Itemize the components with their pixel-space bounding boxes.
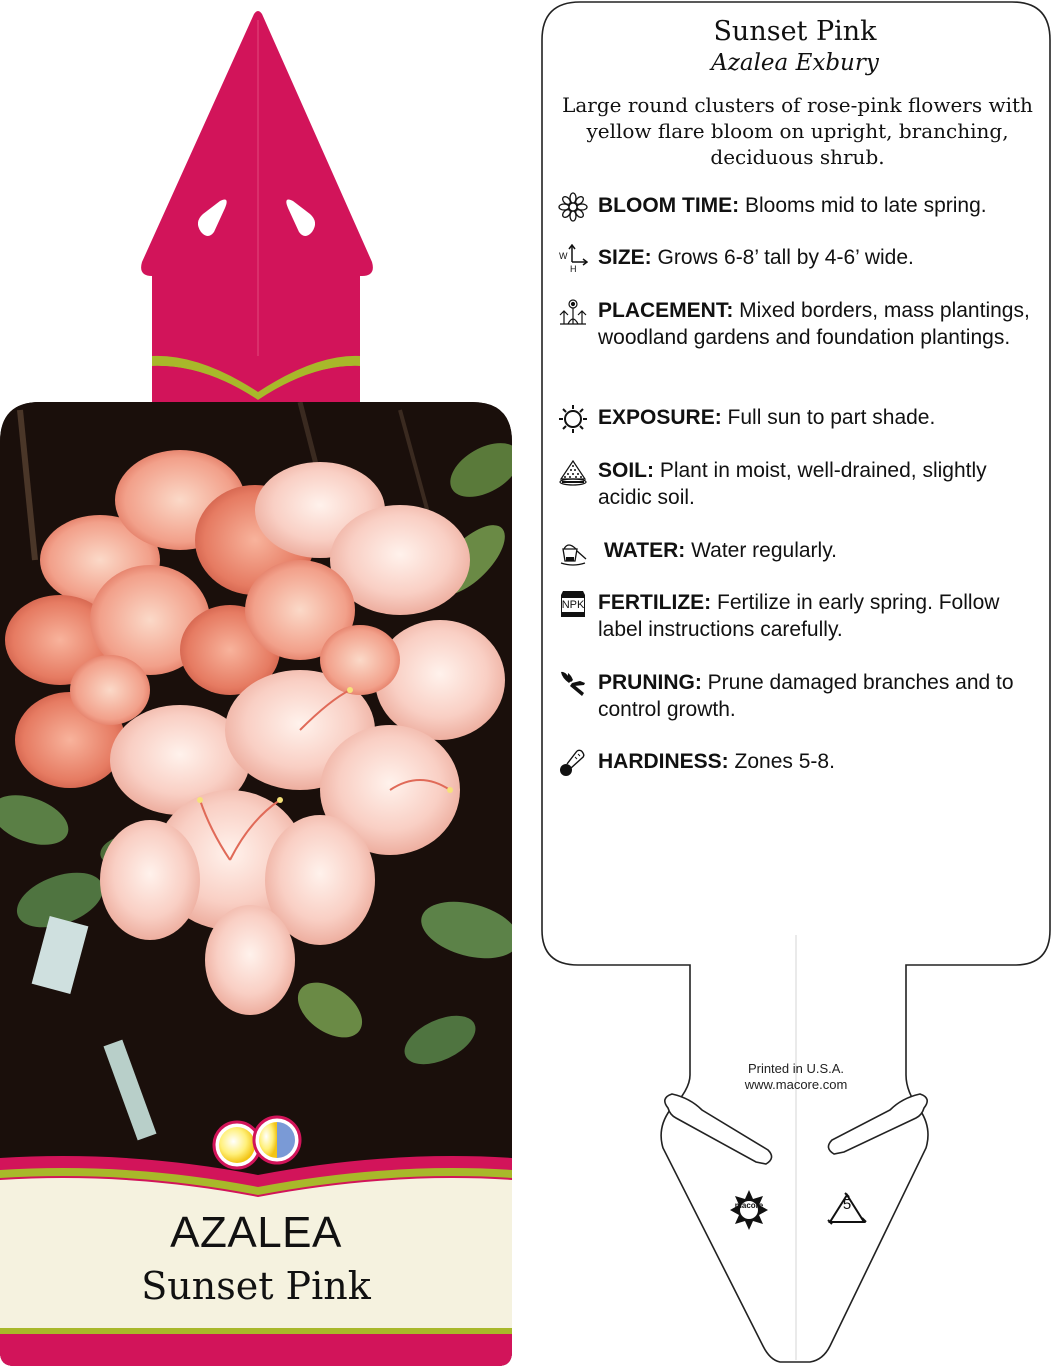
size-h-letter: H — [570, 264, 577, 274]
recycle-number: 5 — [842, 1196, 852, 1213]
back-description: Large round clusters of rose-pink flowers with yellow flare bloom on upright, branching, deciduous shrub. — [562, 93, 1033, 169]
care-label: PRUNING: — [598, 671, 702, 694]
care-text: Full sun to part shade. — [721, 406, 936, 429]
care-text: Plant in moist, well-drained, slightly acidic soil. — [598, 459, 987, 509]
front-variety: Sunset Pink — [141, 1264, 371, 1308]
size-arrows-icon — [558, 244, 588, 274]
care-text: Mixed borders, mass plantings, woodland gardens and foundation plantings. — [598, 299, 1030, 349]
care-label: EXPOSURE: — [598, 406, 722, 429]
website: www.macore.com — [744, 1077, 848, 1092]
care-text: Blooms mid to late spring. — [739, 194, 987, 217]
printed-info — [700, 1061, 892, 1093]
printed-in: Printed in U.S.A. — [747, 1061, 845, 1076]
care-label: SOIL: — [598, 459, 654, 482]
size-w-letter: W — [559, 251, 568, 261]
watering-can-icon — [558, 537, 588, 567]
back-common-name: Sunset Pink — [713, 16, 877, 47]
part-shade-icon — [254, 1117, 300, 1163]
care-text: Prune damaged branches and to control growth. — [598, 671, 1014, 721]
pruning-shears-icon — [558, 669, 588, 699]
sun-icon — [558, 404, 588, 434]
front-genus: AZALEA — [170, 1208, 342, 1257]
thermometer-icon — [558, 748, 588, 778]
macore-logo-text: macore — [734, 1201, 764, 1210]
flower-icon — [558, 192, 588, 222]
care-label: PLACEMENT: — [598, 299, 734, 322]
npk-fertilizer-icon — [558, 589, 588, 619]
care-label: BLOOM TIME: — [598, 194, 740, 217]
care-label: WATER: — [604, 539, 686, 562]
front-tag-top — [141, 11, 373, 402]
npk-text: NPK — [561, 599, 585, 611]
care-text: Grows 6-8’ tall by 4-6’ wide. — [651, 246, 914, 269]
care-text: Water regularly. — [685, 539, 837, 562]
care-text: Zones 5-8. — [728, 750, 835, 773]
care-label: FERTILIZE: — [598, 591, 712, 614]
care-text: Fertilize in early spring. Follow label instructions carefully. — [598, 591, 1000, 641]
soil-pile-icon — [558, 457, 588, 487]
azalea-flower-photo — [0, 402, 529, 1162]
back-botanical-name: Azalea Exbury — [711, 50, 879, 76]
care-label: SIZE: — [598, 246, 652, 269]
plants-icon — [558, 297, 588, 327]
care-label: HARDINESS: — [598, 750, 729, 773]
